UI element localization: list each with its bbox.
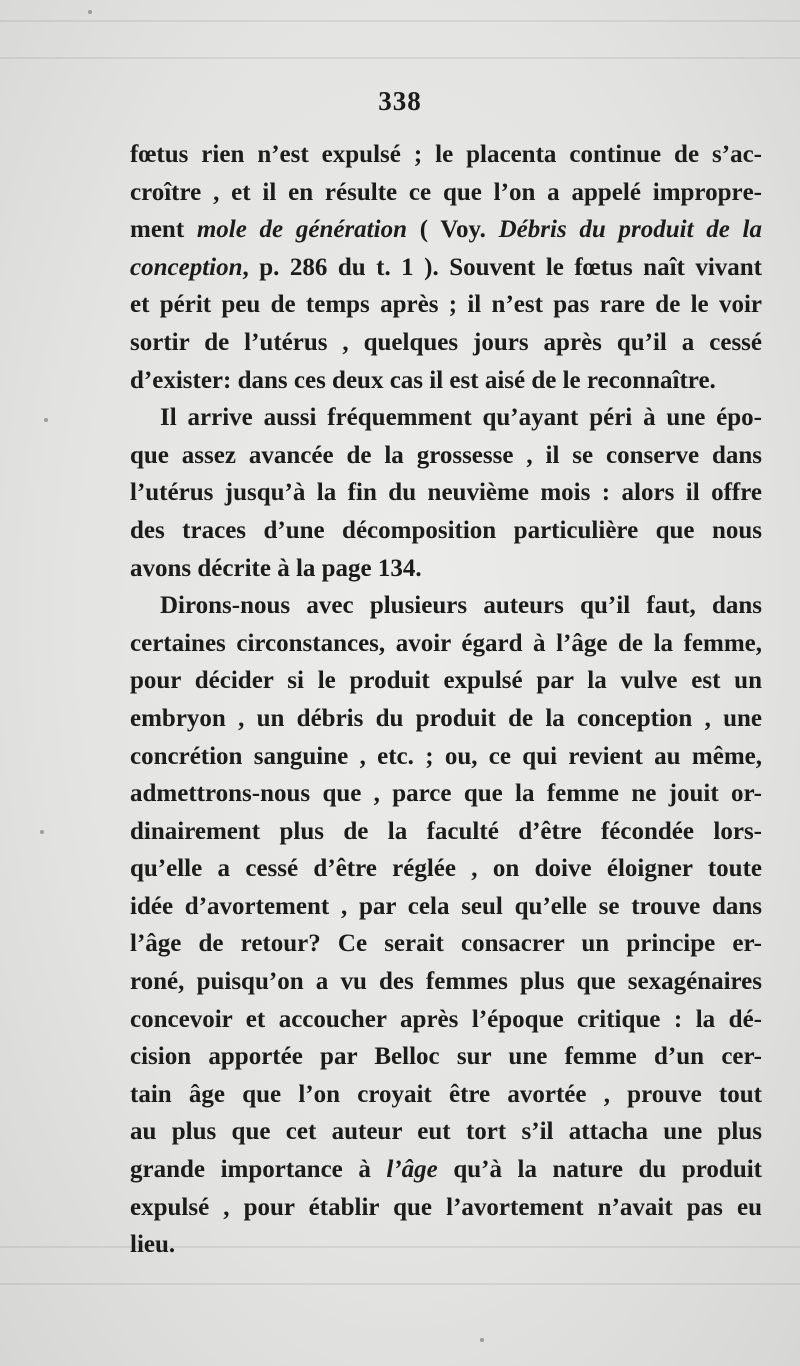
- text-line: [130, 174, 762, 212]
- text-line: [130, 1189, 762, 1227]
- text-segment: Dirons-nous avec plusieurs auteurs qu’il faut, dans: [160, 592, 762, 620]
- text-segment: grande importance à: [130, 1156, 387, 1184]
- text-segment: que assez avancée de la grossesse , il se conserve dans: [130, 441, 762, 469]
- paper-speck: [40, 830, 44, 834]
- text-line: [130, 888, 762, 926]
- text-segment: concevoir et accoucher après l’époque critique : la dé-: [130, 1005, 762, 1033]
- text-line: [130, 1151, 762, 1189]
- text-line: [130, 437, 762, 475]
- text-segment: lieu.: [130, 1231, 176, 1259]
- text-line: [130, 286, 762, 324]
- text-line: [130, 925, 762, 963]
- text-line: [130, 813, 762, 851]
- text-line: [130, 587, 762, 625]
- text-line: [130, 775, 762, 813]
- text-line: [130, 136, 762, 174]
- text-line: [130, 662, 762, 700]
- text-line: [130, 1001, 762, 1039]
- page-number: 338: [378, 86, 422, 116]
- paper-speck: [480, 1338, 484, 1342]
- text-line: [130, 362, 762, 400]
- text-segment: tain âge que l’on croyait être avortée , prouve tout: [130, 1080, 762, 1108]
- text-line: [130, 963, 762, 1001]
- italic-segment: mole de génération: [196, 216, 407, 244]
- text-segment: fœtus rien n’est expulsé ; le placenta continue de s’ac-: [130, 141, 762, 168]
- text-line: [130, 625, 762, 663]
- text-segment: embryon , un débris du produit de la conception , une: [130, 704, 762, 732]
- text-segment: des traces d’une décomposition particulière que nous: [130, 516, 762, 544]
- text-segment: qu’elle a cessé d’être réglée , on doive éloigner toute: [130, 855, 762, 883]
- text-segment: concrétion sanguine , etc. ; ou, ce qui revient au même,: [130, 742, 762, 770]
- text-line: [130, 399, 762, 437]
- text-line: [130, 738, 762, 776]
- show-through-text-top: [0, 20, 800, 80]
- text-line: [130, 850, 762, 888]
- text-line: [130, 1113, 762, 1151]
- text-segment: sortir de l’utérus , quelques jours après qu’il a cessé: [130, 328, 762, 356]
- text-segment: ( Voy.: [406, 216, 499, 244]
- text-segment: d’exister: dans ces deux cas il est aisé de le reconnaître.: [130, 366, 716, 394]
- text-segment: dinairement plus de la faculté d’être fécondée lors-: [130, 817, 762, 845]
- text-segment: pour décider si le produit expulsé par la vulve est un: [130, 667, 762, 695]
- text-line: [130, 474, 762, 512]
- italic-segment: Débris du produit de la: [498, 216, 762, 244]
- text-line: [130, 1226, 762, 1264]
- text-segment: ment: [130, 216, 197, 244]
- text-segment: l’utérus jusqu’à la fin du neuvième mois : alors il offre: [130, 479, 762, 507]
- text-line: [130, 249, 762, 287]
- italic-segment: l’âge: [386, 1156, 438, 1184]
- text-segment: , p. 286 du t. 1 ). Souvent le fœtus naît vivant: [242, 253, 762, 281]
- text-segment: idée d’avortement , par cela seul qu’elle se trouve dans: [130, 892, 762, 920]
- text-segment: et périt peu de temps après ; il n’est pas rare de le voir: [130, 291, 762, 319]
- text-segment: certaines circonstances, avoir égard à l’âge de la femme,: [130, 629, 762, 657]
- text-segment: cision apportée par Belloc sur une femme d’un cer-: [130, 1043, 762, 1071]
- text-line: [130, 550, 762, 588]
- text-segment: qu’à la nature du produit: [437, 1156, 762, 1184]
- body-text: [130, 136, 762, 1264]
- paper-speck: [44, 418, 48, 422]
- text-line: [130, 324, 762, 362]
- text-segment: admettrons-nous que , parce que la femme ne jouit or-: [130, 780, 762, 808]
- paper-speck: [88, 10, 92, 14]
- text-line: [130, 700, 762, 738]
- text-segment: Il arrive aussi fréquemment qu’ayant péri à une épo-: [160, 404, 762, 432]
- text-line: [130, 211, 762, 249]
- text-segment: roné, puisqu’on a vu des femmes plus que sexagénaires: [130, 968, 762, 996]
- text-segment: l’âge de retour? Ce serait consacrer un principe er-: [130, 930, 762, 958]
- text-segment: croître , et il en résulte ce que l’on a appelé improprе-: [130, 178, 762, 206]
- text-segment: expulsé , pour établir que l’avortement n’avait pas eu: [130, 1193, 762, 1221]
- italic-segment: conception: [130, 253, 243, 281]
- text-segment: au plus que cet auteur eut tort s’il attacha une plus: [130, 1118, 762, 1146]
- text-line: [130, 1038, 762, 1076]
- text-segment: avons décrite à la page 134.: [130, 554, 422, 582]
- text-line: [130, 512, 762, 550]
- text-line: [130, 1076, 762, 1114]
